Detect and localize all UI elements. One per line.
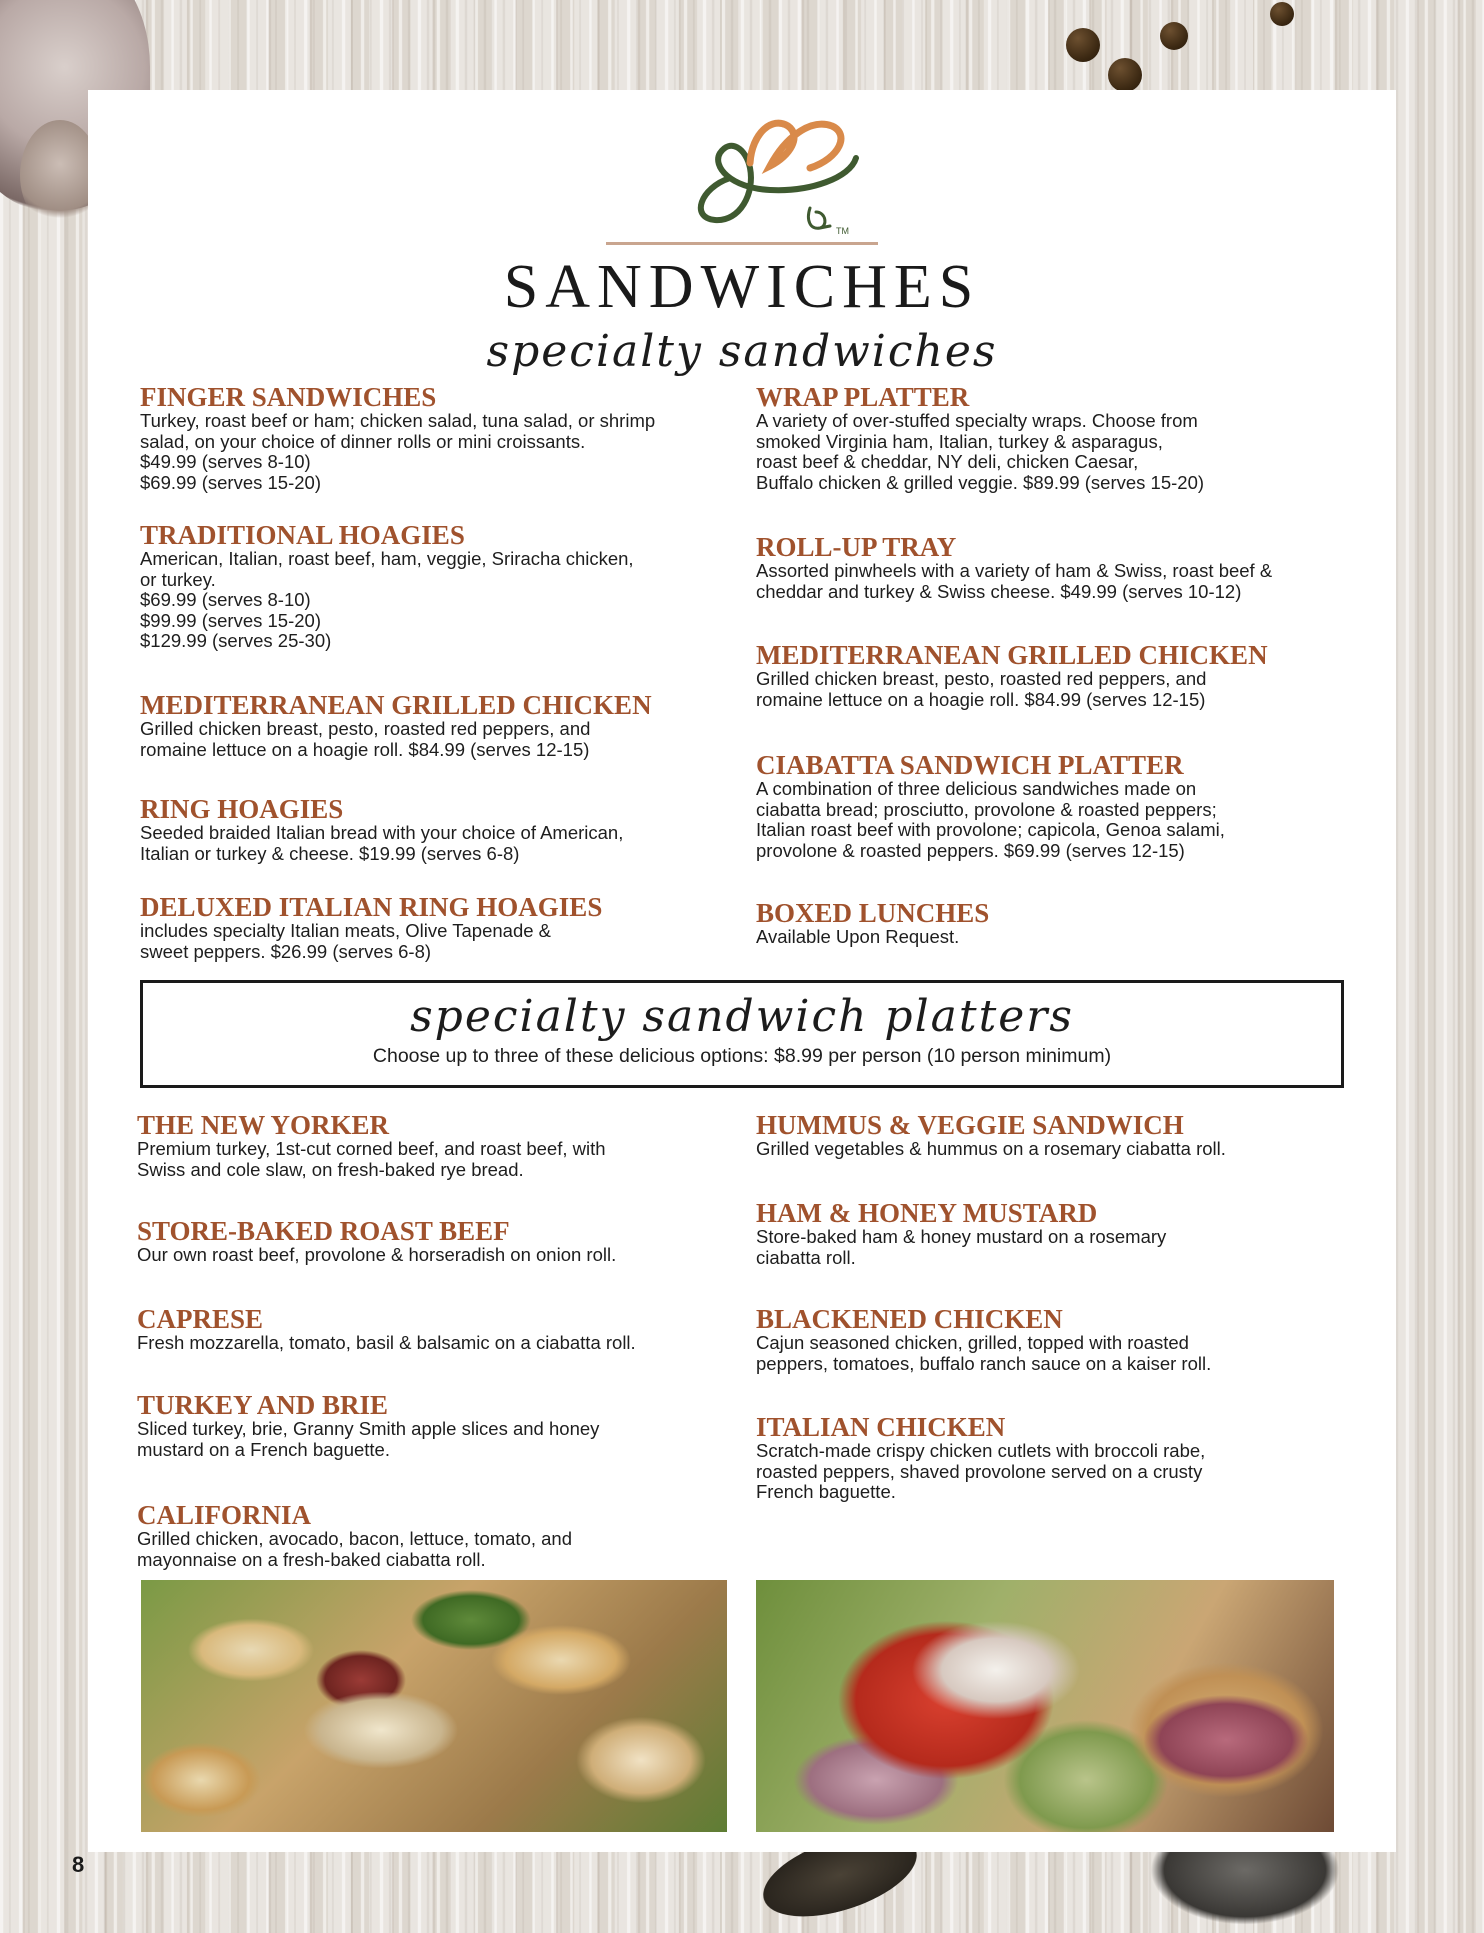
- logo-divider: [606, 242, 878, 245]
- item-description: Cajun seasoned chicken, grilled, topped with roasted peppers, tomatoes, buffalo ranch sauce on a kaiser roll.: [756, 1332, 1212, 1374]
- page-title: SANDWICHES: [503, 253, 981, 321]
- menu-item: [756, 1112, 1226, 1160]
- item-description: Turkey, roast beef or ham; chicken salad, tuna salad, or shrimp salad, on your choice of dinner rolls or mini croissants. $49.99 (serves 8-10) $69.99 (serves 15-20): [140, 410, 656, 493]
- peppercorn-decoration: [1160, 22, 1188, 50]
- menu-item: [756, 534, 1272, 602]
- menu-item: [137, 1392, 599, 1460]
- menu-item: [140, 894, 602, 962]
- menu-item: [756, 1414, 1205, 1503]
- item-description: Grilled chicken breast, pesto, roasted red peppers, and romaine lettuce on a hoagie roll. $84.99 (serves 12-15): [756, 668, 1207, 710]
- platters-banner: [140, 980, 1344, 1088]
- peppercorn-decoration: [1108, 58, 1142, 92]
- menu-item: [140, 384, 655, 493]
- logo-icon: [660, 108, 880, 248]
- menu-item: [137, 1112, 606, 1180]
- item-name: RING HOAGIES: [140, 794, 344, 824]
- item-name: HAM & HONEY MUSTARD: [756, 1198, 1098, 1228]
- item-name: DELUXED ITALIAN RING HOAGIES: [140, 892, 603, 922]
- wraps-photo: [756, 1580, 1334, 1832]
- page-subtitle: specialty sandwiches: [486, 326, 998, 377]
- item-name: ITALIAN CHICKEN: [756, 1412, 1006, 1442]
- menu-item: [756, 900, 989, 948]
- item-name: CIABATTA SANDWICH PLATTER: [756, 750, 1184, 780]
- peppercorn-decoration: [1066, 28, 1100, 62]
- item-description: Grilled vegetables & hummus on a rosemary ciabatta roll.: [756, 1138, 1226, 1159]
- item-description: Premium turkey, 1st-cut corned beef, and roast beef, with Swiss and cole slaw, on fresh-baked rye bread.: [137, 1138, 606, 1180]
- item-name: CALIFORNIA: [137, 1500, 312, 1530]
- platters-description: Choose up to three of these delicious options: $8.99 per person (10 person minimum): [372, 1045, 1112, 1067]
- item-description: A combination of three delicious sandwiches made on ciabatta bread; prosciutto, provolone & roasted peppers; Italian roast beef with provolone; capicola, Genoa salami, provolone & roasted peppers. $69.99 (serves 12-15): [756, 778, 1225, 861]
- item-description: Assorted pinwheels with a variety of ham & Swiss, roast beef & cheddar and turkey & Swiss cheese. $49.99 (serves 10-12): [756, 560, 1273, 602]
- item-description: American, Italian, roast beef, ham, veggie, Sriracha chicken, or turkey. $69.99 (serves 8-10) $99.99 (serves 15-20) $129.99 (serves 25-30): [140, 548, 634, 651]
- menu-item: [756, 1306, 1211, 1374]
- item-name: MEDITERRANEAN GRILLED CHICKEN: [140, 690, 652, 720]
- item-description: Store-baked ham & honey mustard on a rosemary ciabatta roll.: [756, 1226, 1167, 1268]
- item-name: HUMMUS & VEGGIE SANDWICH: [756, 1110, 1184, 1140]
- item-name: BOXED LUNCHES: [756, 898, 990, 928]
- menu-item: [140, 522, 634, 652]
- menu-item: [756, 752, 1225, 861]
- item-name: FINGER SANDWICHES: [140, 382, 437, 412]
- item-name: THE NEW YORKER: [137, 1110, 390, 1140]
- item-description: includes specialty Italian meats, Olive Tapenade & sweet peppers. $26.99 (serves 6-8): [140, 920, 552, 962]
- svg-text:TM: TM: [836, 226, 849, 236]
- item-description: Grilled chicken breast, pesto, roasted red peppers, and romaine lettuce on a hoagie roll. $84.99 (serves 12-15): [140, 718, 591, 760]
- peppercorn-decoration: [1270, 2, 1294, 26]
- item-name: TRADITIONAL HOAGIES: [140, 520, 465, 550]
- menu-item: [137, 1218, 616, 1266]
- menu-item: [756, 384, 1204, 493]
- menu-item: [140, 692, 652, 760]
- item-name: BLACKENED CHICKEN: [756, 1304, 1063, 1334]
- menu-item: [137, 1502, 572, 1570]
- item-name: STORE-BAKED ROAST BEEF: [137, 1216, 510, 1246]
- menu-page: [88, 90, 1396, 1852]
- item-description: Fresh mozzarella, tomato, basil & balsamic on a ciabatta roll.: [137, 1332, 636, 1353]
- page-number: 8: [72, 1852, 85, 1877]
- item-description: A variety of over-stuffed specialty wraps. Choose from smoked Virginia ham, Italian, turkey & asparagus, roast beef & cheddar, NY deli, chicken Caesar, Buffalo chicken & grilled veggie. $89.99 (serves 15-20): [756, 410, 1205, 493]
- item-description: Our own roast beef, provolone & horseradish on onion roll.: [137, 1244, 617, 1265]
- item-name: MEDITERRANEAN GRILLED CHICKEN: [756, 640, 1268, 670]
- item-description: Sliced turkey, brie, Granny Smith apple slices and honey mustard on a French baguette.: [137, 1418, 600, 1460]
- item-name: CAPRESE: [137, 1304, 264, 1334]
- menu-item: [137, 1306, 636, 1354]
- item-description: Grilled chicken, avocado, bacon, lettuce, tomato, and mayonnaise on a fresh-baked ciabatta roll.: [137, 1528, 573, 1570]
- item-name: TURKEY AND BRIE: [137, 1390, 389, 1420]
- item-description: Seeded braided Italian bread with your choice of American, Italian or turkey & cheese. $19.99 (serves 6-8): [140, 822, 624, 864]
- menu-item: [140, 796, 623, 864]
- menu-item: [756, 642, 1268, 710]
- platters-title: specialty sandwich platters: [410, 991, 1074, 1042]
- menu-item: [756, 1200, 1166, 1268]
- item-name: ROLL-UP TRAY: [756, 532, 957, 562]
- hoagies-photo: [141, 1580, 727, 1832]
- item-name: WRAP PLATTER: [756, 382, 970, 412]
- item-description: Scratch-made crispy chicken cutlets with broccoli rabe, roasted peppers, shaved provolone served on a crusty French baguette.: [756, 1440, 1206, 1502]
- item-description: Available Upon Request.: [756, 926, 960, 947]
